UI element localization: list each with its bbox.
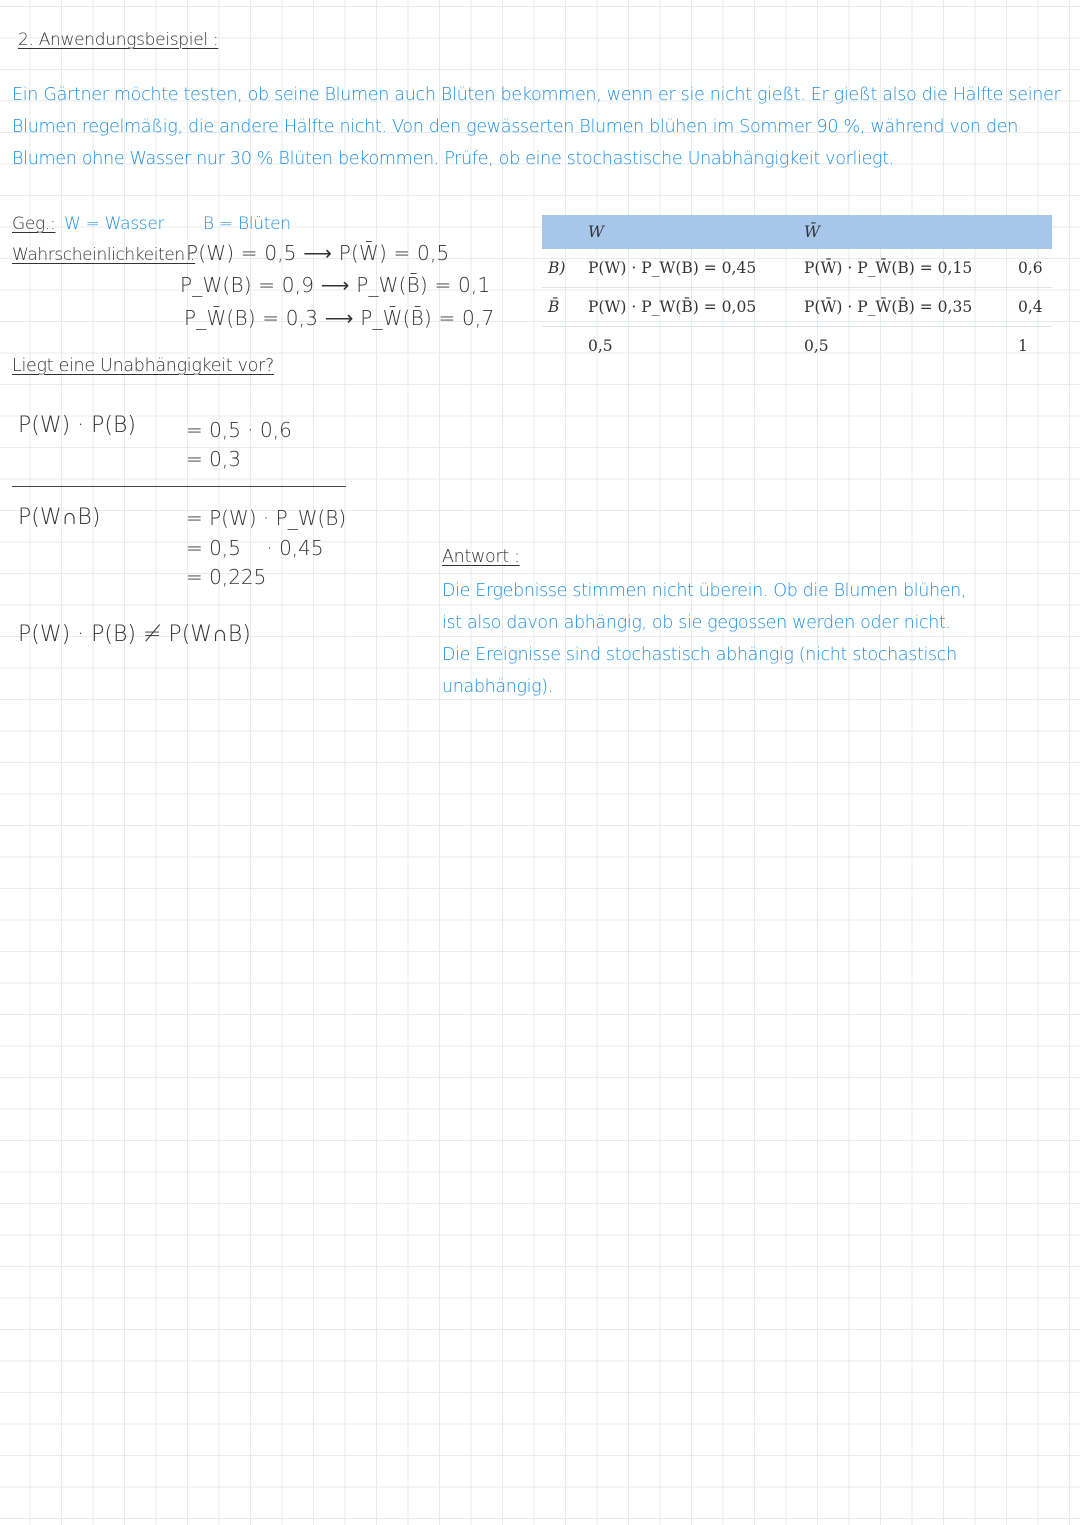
intersection-equation-2: = 0,5 · 0,45: [186, 536, 324, 560]
answer-text: Die Ergebnisse stimmen nicht überein. Ob die Blumen blühen, ist also davon abhängig, ob sie gegossen werden oder nicht. Die Ereignisse sind stochastisch abhängig (nicht stochastisch unabhängig).: [442, 581, 967, 697]
given-event-b: B = Blüten: [203, 214, 291, 234]
answer-label: Antwort :: [442, 547, 520, 567]
table-row: [542, 327, 1052, 366]
table-header-cell: [542, 215, 584, 249]
table-row: [542, 249, 1052, 288]
intersection-equation-1: = P(W) · P_W(B): [186, 506, 347, 530]
table-cell: [542, 327, 584, 366]
table-cell: P(W) · P_W(B̄) = 0,05: [584, 288, 800, 327]
table-cell: B): [542, 249, 584, 288]
table-header-row: [542, 215, 1052, 249]
table-cell: P(W̄) · P_W̄(B) = 0,15: [800, 249, 1014, 288]
given-event-w: W = Wasser: [64, 214, 165, 234]
table-cell: B̄: [542, 288, 584, 327]
table-cell: P(W̄) · P_W̄(B̄) = 0,35: [800, 288, 1014, 327]
conclusion-statement: P(W) · P(B) ≠ P(W∩B): [18, 622, 251, 647]
four-field-table: [542, 215, 1052, 365]
divider-line: [12, 486, 346, 487]
table-cell: 0,4: [1014, 288, 1052, 327]
table-header-cell: W̄: [800, 215, 1014, 249]
section-heading: 2. Anwendungsbeispiel :: [18, 30, 219, 50]
probability-line-2: P_W(B) = 0,9 ⟶ P_W(B̄) = 0,1: [180, 273, 491, 297]
table-cell: 1: [1018, 337, 1028, 355]
table-cell: 0,5: [588, 337, 613, 355]
task-description: Ein Gärtner möchte testen, ob seine Blumen auch Blüten bekommen, wenn er sie nicht gießt. Er gießt also die Hälfte seiner Blumen regelmäßig, die andere Hälfte nicht. Von den gewässerten Blumen blühen im Sommer 90 %, während von den Blumen ohne Wasser nur 30 % Blüten bekommen. Prüfe, ob eine stochastische Unabhängigkeit vorliegt.: [12, 85, 1061, 169]
product-equation-1: = 0,5 · 0,6: [186, 418, 292, 442]
table-cell: P(W) · P_W(B) = 0,45: [584, 249, 800, 288]
intersection-equation-3: = 0,225: [186, 565, 267, 589]
question-heading: Liegt eine Unabhängigkeit vor?: [12, 356, 274, 376]
table-row: [542, 288, 1052, 327]
intersection-expression: P(W∩B): [18, 505, 101, 530]
product-expression: P(W) · P(B): [18, 413, 137, 438]
table-header-cell: W: [584, 215, 800, 249]
product-equation-2: = 0,3: [186, 447, 241, 471]
table-header-cell: [1014, 215, 1052, 249]
table-cell: 0,6: [1014, 249, 1052, 288]
given-label: Geg.:: [12, 214, 56, 234]
table-cell: 0,5: [804, 337, 829, 355]
probabilities-label: Wahrscheinlichkeiten :: [12, 245, 196, 265]
probability-line-1: P(W) = 0,5 ⟶ P(W̄) = 0,5: [186, 241, 450, 265]
probability-line-3: P_W̄(B) = 0,3 ⟶ P_W̄(B̄) = 0,7: [184, 306, 495, 330]
